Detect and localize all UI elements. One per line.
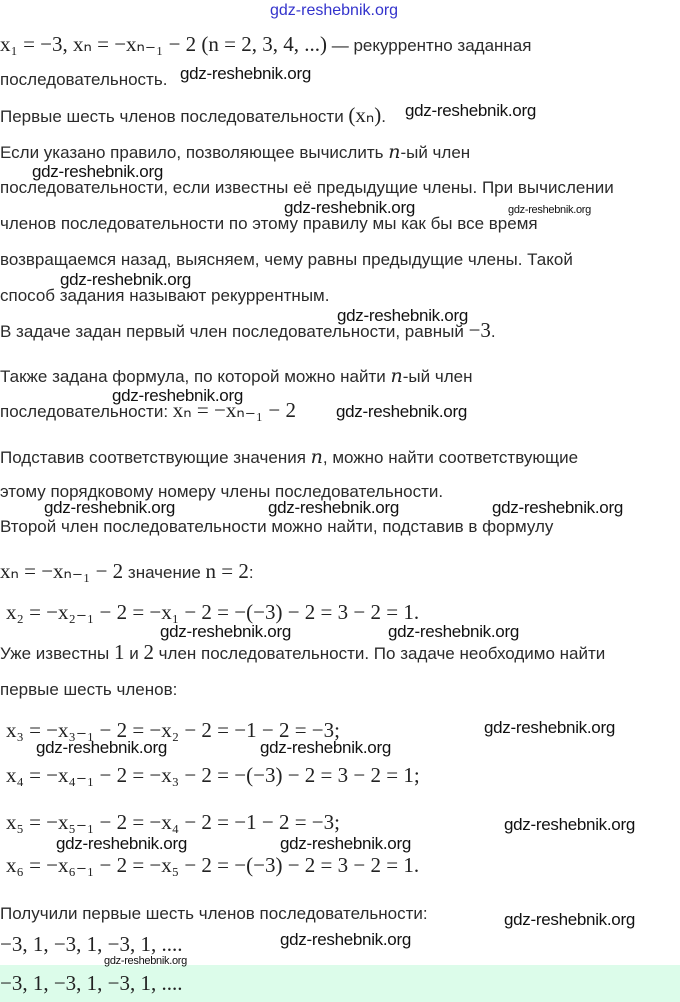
formula: 2: [143, 640, 154, 664]
text: значение: [123, 563, 206, 582]
text-line: последовательность.: [0, 70, 168, 89]
text: Первые шесть членов последовательности: [0, 107, 349, 126]
text: Если указано правило, позволяющее вычислить: [0, 143, 389, 162]
text: .: [381, 107, 387, 126]
text-line: Получили первые шесть членов последовательности:: [0, 904, 428, 923]
text: член последовательности. По задаче необходимо найти: [153, 644, 606, 663]
formula: n = 2: [205, 559, 249, 583]
text-line: первые шесть членов:: [0, 680, 178, 699]
text: В задаче задан первый член последовательности, равный: [0, 322, 469, 341]
text: последовательности:: [0, 402, 173, 421]
formula-x4: x₄ = −x₄₋₁ − 2 = −x₃ − 2 = −(−3) − 2 = 3 − 2 = 1;: [6, 763, 420, 787]
text: , можно найти соответствующие: [322, 448, 579, 467]
formula-recurrence: x₁ = −3, xₙ = −xₙ₋₁ − 2 (n = 2, 3, 4, ...): [0, 32, 328, 56]
text-line: способ задания называют рекуррентным.: [0, 286, 330, 305]
formula: −3: [468, 318, 491, 342]
watermark: gdz-reshebnik.org: [280, 930, 411, 949]
watermark: gdz-reshebnik.org: [268, 498, 399, 517]
watermark: gdz-reshebnik.org: [388, 622, 519, 641]
formula-x6: x₆ = −x₆₋₁ − 2 = −x₅ − 2 = −(−3) − 2 = 3 − 2 = 1.: [6, 853, 420, 877]
watermark: gdz-reshebnik.org: [44, 498, 175, 517]
watermark: gdz-reshebnik.org: [260, 738, 391, 757]
watermark-top[interactable]: gdz-reshebnik.org: [270, 2, 399, 19]
text-line: последовательности, если известны её предыдущие члены. При вычислении: [0, 178, 614, 197]
text-line: [0, 103, 386, 129]
formula: 1: [114, 640, 125, 664]
formula-x2: x₂ = −x₂₋₁ − 2 = −x₁ − 2 = −(−3) − 2 = 3 − 2 = 1.: [6, 600, 420, 624]
sequence-result: −3, 1, −3, 1, −3, 1, ....: [0, 932, 183, 956]
formula: n: [310, 446, 323, 468]
watermark: gdz-reshebnik.org: [60, 270, 191, 289]
text-line: [0, 559, 254, 585]
watermark: gdz-reshebnik.org: [36, 738, 167, 757]
text: .: [490, 322, 496, 341]
watermark: gdz-reshebnik.org: [284, 198, 415, 217]
formula: (xₙ): [348, 103, 382, 127]
watermark: gdz-reshebnik.org: [337, 306, 468, 325]
watermark: gdz-reshebnik.org: [405, 101, 536, 120]
watermark: gdz-reshebnik.org: [336, 402, 467, 421]
watermark: gdz-reshebnik.org: [280, 834, 411, 853]
watermark: gdz-reshebnik.org: [104, 955, 187, 967]
answer-text: −3, 1, −3, 1, −3, 1, ....: [0, 971, 183, 995]
text-line: членов последовательности по этому правилу мы как бы все время: [0, 214, 538, 233]
watermark: gdz-reshebnik.org: [112, 386, 243, 405]
formula-x3: x₃ = −x₃₋₁ − 2 = −x₂ − 2 = −1 − 2 = −3;: [6, 718, 340, 742]
text: :: [248, 563, 254, 582]
text: -ый член: [400, 143, 471, 162]
text-line: этому порядковому номеру члены последовательности.: [0, 482, 444, 501]
text: Также задана формула, по которой можно найти: [0, 367, 391, 386]
line-recurrence: [0, 32, 531, 58]
watermark: gdz-reshebnik.org: [32, 162, 163, 181]
text-line: [0, 640, 605, 666]
answer-box: [0, 965, 680, 1002]
text: — рекуррентно заданная: [327, 36, 532, 55]
text: Подставив соответствующие значения: [0, 448, 311, 467]
watermark: gdz-reshebnik.org: [504, 815, 635, 834]
text: и: [124, 644, 144, 663]
text-line: [0, 445, 578, 470]
watermark: gdz-reshebnik.org: [504, 910, 635, 929]
formula: xₙ = −xₙ₋₁ − 2: [172, 398, 296, 422]
formula: n: [388, 141, 401, 163]
formula: n: [390, 365, 403, 387]
text: -ый член: [402, 367, 473, 386]
text: Уже известны: [0, 644, 114, 663]
watermark: gdz-reshebnik.org: [484, 718, 615, 737]
watermark: gdz-reshebnik.org: [180, 64, 311, 83]
text-line: Второй член последовательности можно найти, подставив в формулу: [0, 517, 554, 536]
text-line: возвращаемся назад, выясняем, чему равны предыдущие члены. Такой: [0, 250, 573, 269]
watermark: gdz-reshebnik.org: [492, 498, 623, 517]
watermark: gdz-reshebnik.org: [56, 834, 187, 853]
watermark: gdz-reshebnik.org: [160, 622, 291, 641]
formula: xₙ = −xₙ₋₁ − 2: [0, 559, 124, 583]
watermark: gdz-reshebnik.org: [508, 204, 591, 216]
formula-x5: x₅ = −x₅₋₁ − 2 = −x₄ − 2 = −1 − 2 = −3;: [6, 810, 340, 834]
